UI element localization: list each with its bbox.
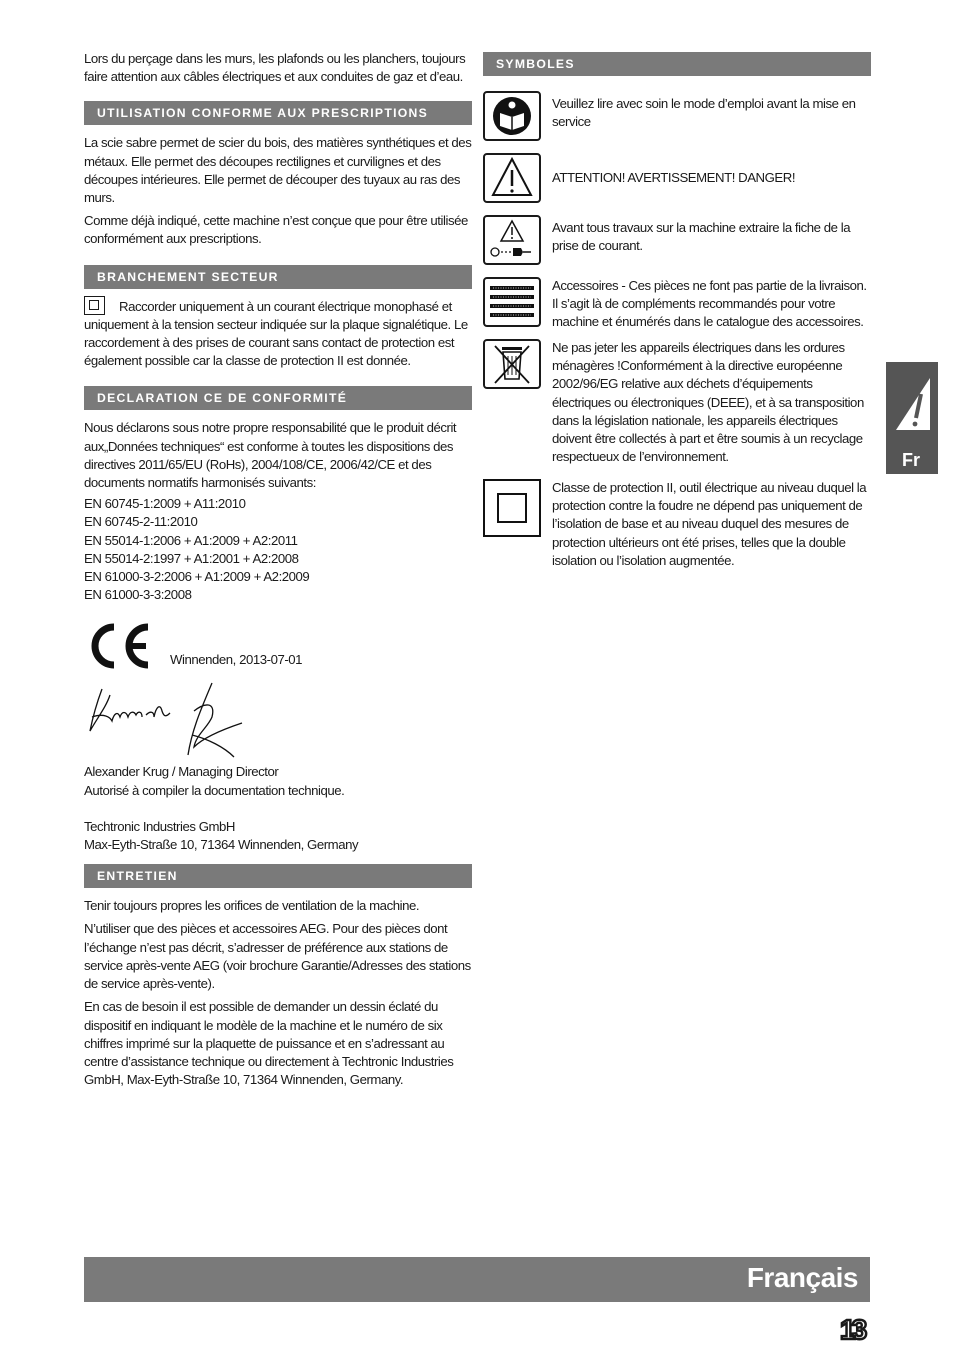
intro-paragraph: Lors du perçage dans les murs, les plafonds ou les planchers, toujours faire attention aux câbles électriques et aux conduites de gaz et d’eau. (84, 51, 466, 85)
footer-language-bar (84, 1257, 870, 1302)
symbol-row-read-manual (483, 91, 871, 143)
symbol-text (552, 215, 871, 255)
declaration-paragraph: Nous déclarons sous notre propre responsabilité que le produit décrit aux„Données techniques“ est conforme à toutes les dispositions des directives 2011/65/EU (RoHs), 2004/108/CE, 2006/42/CE et des documents normatifs harmonisés suivants: (84, 420, 457, 491)
warning-tab-icon (894, 376, 934, 432)
entretien-paragraph-1: Tenir toujours propres les orifices de ventilation de la machine. (84, 898, 420, 914)
symbol-text (552, 339, 871, 466)
symbol-row-class-ii (483, 479, 871, 571)
section-heading-entretien: ENTRETIEN (84, 864, 472, 888)
symbol-row-unplug (483, 215, 871, 267)
section-heading-branchement: BRANCHEMENT SECTEUR (84, 265, 472, 289)
symbol-row-accessories (483, 277, 871, 329)
symbol-text (552, 91, 871, 131)
unplug-icon (483, 215, 541, 265)
signature-icon (84, 677, 254, 759)
section-heading-declaration: DECLARATION CE DE CONFORMITÉ (84, 386, 472, 410)
symbol-text (552, 277, 871, 332)
section-heading-utilisation: UTILISATION CONFORME AUX PRESCRIPTIONS (84, 101, 472, 125)
company-name: Techtronic Industries GmbH (84, 818, 236, 834)
standard-item: EN 61000-3-2:2006 + A1:2009 + A2:2009 (84, 569, 310, 585)
symbol-description: ATTENTION! AVERTISSEMENT! DANGER! (552, 170, 796, 185)
company-address: Max-Eyth-Straße 10, 71364 Winnenden, Germany (84, 837, 359, 853)
standard-item: EN 61000-3-3:2008 (84, 587, 192, 603)
authorized-text: Autorisé à compiler la documentation technique. (84, 782, 345, 798)
entretien-paragraph-3: En cas de besoin il est possible de demander un dessin éclaté du dispositif en indiquant le modèle de la machine et le numéro de six chiffres imprimé sur la plaquette de puissance et en s’adressant au centre d’assistance technique ou directement à Techtronic Industries GmbH, Max-Eyth-Straße 10, 71364 Winnenden, Germany. (84, 999, 454, 1088)
symbol-text (552, 479, 871, 570)
weee-bin-icon (483, 339, 541, 389)
left-column (84, 50, 472, 1094)
standard-item: EN 55014-1:2006 + A1:2009 + A2:2011 (84, 532, 298, 548)
symbol-description: Ne pas jeter les appareils électriques dans les ordures ménagères !Conformément à la directive européenne 2002/96/EG relative aux déchets d’équipements électriques ou électroniques (DEEE), et à sa transposition dans la législation nationale, les appareils électriques doivent être collectés à part et être soumis à un recyclage respectueux de l’environnement. (552, 340, 864, 465)
standard-item: EN 55014-2:1997 + A1:2001 + A2:2008 (84, 550, 299, 566)
symbol-description: Accessoires - Ces pièces ne font pas partie de la livraison. Il s’agit là de compléments recommandés pour votre machine et énumérés dans le catalogue des accessoires. (552, 278, 867, 330)
page-number: 13 (840, 1314, 864, 1345)
standard-item: EN 60745-1:2009 + A11:2010 (84, 496, 246, 512)
class-ii-inline-icon (84, 296, 105, 315)
utilisation-paragraph-1: La scie sabre permet de scier du bois, des matières synthétiques et des métaux. Elle permet des découpes rectilignes et curvilignes et des découpes intérieures. Elle permet de découper des tuyaux au ras des murs. (84, 135, 472, 206)
read-manual-icon (483, 91, 541, 141)
symbol-description: Veuillez lire avec soin le mode d’emploi avant la mise en service (552, 96, 856, 130)
right-column (483, 52, 871, 581)
symbol-text (552, 153, 871, 187)
branchement-paragraph (84, 298, 472, 371)
signatory: Alexander Krug / Managing Director (84, 764, 279, 780)
symbol-description: Classe de protection II, outil électrique au niveau duquel la protection contre la foudre ne dépend pas uniquement de l’isolation de base et au niveau duquel des mesures de protection ultérieurs ont été prises, telles que la double isolation ou l’isolation augmentée. (552, 480, 867, 568)
section-heading-symboles: SYMBOLES (483, 52, 871, 76)
class-ii-icon (483, 479, 541, 537)
ce-mark-icon (86, 621, 152, 671)
symbol-row-weee (483, 339, 871, 467)
symbol-description: Avant tous travaux sur la machine extraire la fiche de la prise de courant. (552, 220, 851, 254)
language-side-tab (886, 362, 938, 474)
warning-triangle-icon (483, 153, 541, 203)
utilisation-paragraph-2: Comme déjà indiqué, cette machine n’est conçue que pour être utilisée conformément aux prescriptions. (84, 213, 468, 247)
footer-language-label: Français (746, 1262, 858, 1293)
branchement-text: Raccorder uniquement à un courant électrique monophasé et uniquement à la tension secteur indiquée sur la plaque signalétique. Le raccordement à des prises de courant sans contact de protection est également possible car la classe de protection II est donnée. (84, 298, 468, 369)
place-date: Winnenden, 2013-07-01 (170, 652, 303, 668)
side-tab-label: Fr (902, 450, 920, 470)
standards-list (84, 495, 472, 604)
entretien-paragraph-2: N’utiliser que des pièces et accessoires AEG. Pour des pièces dont l’échange n’est pas décrit, s’adresser de préférence aux stations de service après-vente AEG (voir brochure Garantie/Adresses des stations de service après-vente). (84, 921, 471, 992)
ce-block (84, 621, 472, 679)
standard-item: EN 60745-2-11:2010 (84, 514, 198, 530)
symbol-row-warning (483, 153, 871, 205)
accessories-icon (483, 277, 541, 327)
